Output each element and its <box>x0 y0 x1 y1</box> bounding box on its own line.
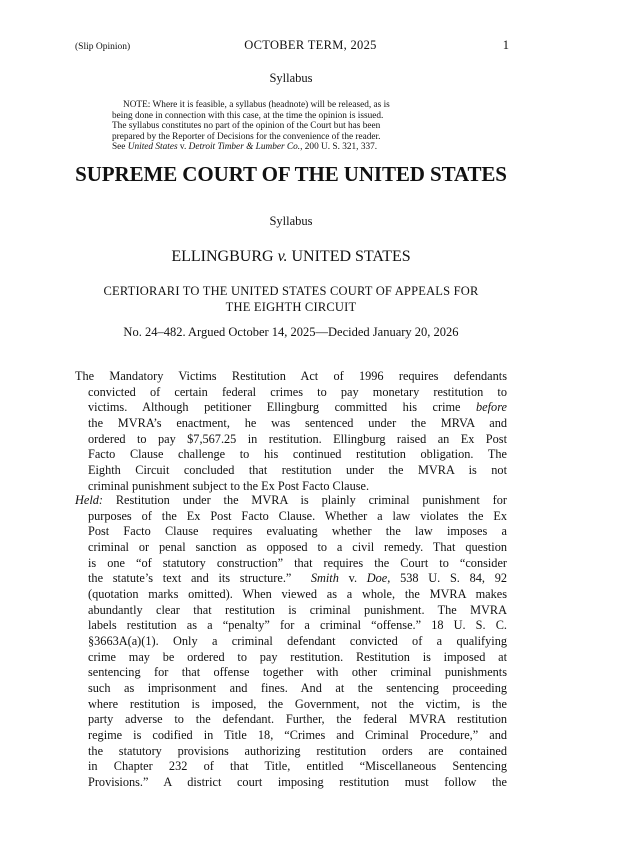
text-line: Held: Restitution under the MVRA is plainly criminal punishment for <box>75 493 507 507</box>
text-line: The Mandatory Victims Restitution Act of 1996 requires defendants <box>75 369 507 383</box>
text-line: such as imprisonment and fines. And at the sentencing proceeding <box>88 680 507 695</box>
text-line: abundantly clear that restitution is criminal punishment. The MVRA <box>88 602 507 617</box>
certiorari-line: THE EIGHTH CIRCUIT <box>225 300 357 314</box>
text-line: is one “of statutory construction” that requires the Court to “consider <box>88 555 507 570</box>
syllabus-heading-top: Syllabus <box>269 71 313 85</box>
text-line: regime is codified in Title 18, “Crimes and Criminal Procedure,” and <box>88 727 507 742</box>
text-line: where restitution is imposed, the Government, not the victim, is the <box>88 696 507 711</box>
text-line: Facto Clause challenge to his continued restitution obligation. The <box>88 447 507 462</box>
text-line: Provisions.” A district court imposing restitution must follow the <box>88 774 507 789</box>
text-line: the statutory provisions authorizing restitution orders are contained <box>88 743 507 758</box>
versus-label: v. <box>277 248 288 265</box>
petitioner-name: ELLINGBURG <box>171 248 274 265</box>
note-line: The syllabus constitutes no part of the opinion of the Court but has been <box>112 121 381 132</box>
text-line: ordered to pay $7,567.25 in restitution. Ellingburg raised an Ex Post <box>88 431 507 446</box>
note-line: prepared by the Reporter of Decisions for the convenience of the reader. <box>112 131 381 142</box>
syllabus-heading: Syllabus <box>269 214 313 228</box>
text-line: Post Facto Clause requires evaluating whether the law imposes a <box>88 524 507 539</box>
text-line: (quotation marks omitted). When viewed as a whole, the MVRA makes <box>88 586 507 601</box>
note-line: See United States v. Detroit Timber & Lumber Co., 200 U. S. 321, 337. <box>112 142 378 153</box>
term-heading: OCTOBER TERM, 2025 <box>244 38 377 52</box>
page-number: 1 <box>502 38 509 52</box>
text-line: in Chapter 232 of that Title, entitled “Miscellaneous Sentencing <box>88 759 507 774</box>
text-line: labels restitution as a “penalty” for a criminal “offense.” 18 U. S. C. <box>88 618 507 633</box>
docket-line: No. 24–482. Argued October 14, 2025—Decided January 20, 2026 <box>123 325 459 339</box>
syllabus-paragraph-facts <box>75 369 507 494</box>
text-line: crime may be ordered to pay restitution. Restitution is imposed at <box>88 649 507 664</box>
slip-opinion-label: (Slip Opinion) <box>75 42 131 52</box>
text-line: the statute’s text and its structure.” Smith v. Doe, 538 U. S. 84, 92 <box>88 571 507 586</box>
text-line: party adverse to the defendant. Further, the federal MVRA restitution <box>88 712 507 727</box>
note-line: being done in connection with this case, at the time the opinion is issued. <box>112 110 384 121</box>
text-line: purposes of the Ex Post Facto Clause. Whether a law violates the Ex <box>88 508 507 523</box>
text-line: victims. Although petitioner Ellingburg committed his crime before <box>88 400 507 415</box>
text-line: sentencing for that offense together with other criminal punishments <box>88 665 507 680</box>
text-line: §3663A(a)(1). Only a criminal defendant convicted of a qualifying <box>88 633 507 648</box>
court-name: SUPREME COURT OF THE UNITED STATES <box>75 162 507 186</box>
respondent-name: UNITED STATES <box>291 248 411 265</box>
text-line: the MVRA’s enactment, he was sentenced under the MRVA and <box>88 415 507 430</box>
reporter-note <box>112 100 471 153</box>
certiorari-heading <box>75 283 507 315</box>
case-caption <box>75 248 507 266</box>
text-line: criminal or penal sanction as opposed to a civil remedy. That question <box>88 539 507 554</box>
note-line: NOTE: Where it is feasible, a syllabus (headnote) will be released, as is <box>123 100 390 110</box>
syllabus-paragraph-held <box>75 493 507 790</box>
held-label: Held: <box>75 493 103 507</box>
certiorari-line: CERTIORARI TO THE UNITED STATES COURT OF APPEALS FOR <box>103 284 479 298</box>
text-line: criminal punishment subject to the Ex Post Facto Clause. <box>88 478 370 493</box>
text-line: convicted of certain federal crimes to pay monetary restitution to <box>88 384 507 399</box>
text-line: Eighth Circuit concluded that restitution under the MVRA is not <box>88 462 507 477</box>
